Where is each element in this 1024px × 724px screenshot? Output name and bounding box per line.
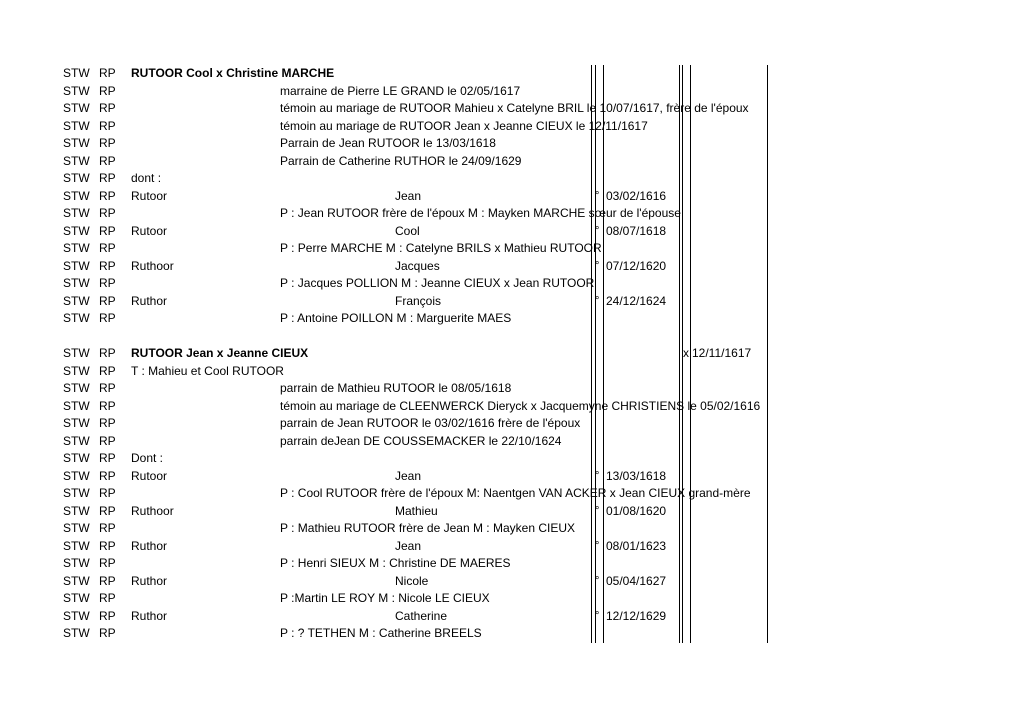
cell-detail: P : Jean RUTOOR frère de l'époux M : Mayken MARCHE sœur de l'épouse [280, 206, 681, 220]
cell-given-name: Jacques [395, 258, 440, 273]
cell-birth-date: 01/08/1620 [606, 503, 667, 518]
cell-birth-mark: ° [595, 294, 600, 307]
table-row [0, 118, 1024, 136]
cell-entry: Rutoor [131, 188, 168, 203]
cell-source: RP [99, 538, 116, 553]
cell-parish: STW [63, 503, 90, 518]
cell-detail: témoin au mariage de CLEENWERCK Dieryck x Jacquemyne CHRISTIENS le 05/02/1616 [280, 398, 761, 413]
cell-parish: STW [63, 241, 90, 255]
table-row [0, 625, 1024, 643]
cell-parish: STW [63, 136, 90, 150]
cell-source: RP [99, 311, 116, 325]
cell-parish: STW [63, 591, 90, 605]
cell-source: RP [99, 398, 116, 413]
table-row [0, 520, 1024, 538]
cell-entry: dont : [131, 171, 162, 185]
cell-detail: P : ? TETHEN M : Catherine BREELS [280, 626, 482, 640]
cell-parish: STW [63, 223, 90, 238]
table-row [0, 608, 1024, 626]
cell-birth-date: 08/07/1618 [606, 223, 667, 238]
table-row [0, 433, 1024, 451]
cell-parish: STW [63, 118, 90, 133]
cell-source: RP [99, 83, 116, 98]
cell-detail: parrain de Mathieu RUTOOR le 08/05/1618 [280, 381, 512, 395]
cell-source: RP [99, 171, 116, 185]
cell-given-name: Jean [395, 538, 422, 553]
cell-entry: Dont : [131, 451, 164, 465]
cell-source: RP [99, 346, 116, 360]
cell-detail: P : Henri SIEUX M : Christine DE MAERES [280, 556, 511, 570]
table-row [0, 100, 1024, 118]
cell-entry: Rutoor [131, 223, 168, 238]
cell-entry: Ruthor [131, 608, 168, 623]
table-row [0, 258, 1024, 276]
cell-detail: témoin au mariage de RUTOOR Mahieu x Catelyne BRIL le 10/07/1617, frère de l'époux [280, 101, 749, 115]
cell-detail: P :Martin LE ROY M : Nicole LE CIEUX [280, 591, 490, 605]
table-row [0, 380, 1024, 398]
cell-entry: T : Mahieu et Cool RUTOOR [131, 363, 284, 378]
table-row [0, 468, 1024, 486]
cell-parish: STW [63, 451, 90, 465]
cell-parish: STW [63, 608, 90, 623]
table-row [0, 65, 1024, 83]
cell-birth-mark: ° [595, 609, 600, 622]
cell-parish: STW [63, 398, 90, 413]
cell-source: RP [99, 521, 116, 535]
table-row [0, 573, 1024, 591]
cell-entry: RUTOOR Cool x Christine MARCHE [131, 66, 335, 80]
cell-detail: P : Perre MARCHE M : Catelyne BRILS x Mathieu RUTOOR [280, 241, 602, 255]
cell-parish: STW [63, 416, 90, 430]
cell-detail: Parrain de Jean RUTOOR le 13/03/1618 [280, 136, 496, 150]
cell-marriage-date: 12/11/1617 [692, 346, 752, 360]
cell-source: RP [99, 258, 116, 273]
table-row [0, 398, 1024, 416]
cell-entry: RUTOOR Jean x Jeanne CIEUX [131, 346, 309, 360]
table-row [0, 590, 1024, 608]
table-row [0, 415, 1024, 433]
cell-parish: STW [63, 258, 90, 273]
cell-given-name: François [395, 293, 442, 308]
cell-parish: STW [63, 468, 90, 483]
cell-detail: P : Antoine POILLON M : Marguerite MAES [280, 311, 512, 325]
cell-given-name: Jean [395, 188, 422, 203]
cell-source: RP [99, 626, 116, 640]
cell-parish: STW [63, 153, 90, 168]
table-row [0, 205, 1024, 223]
cell-source: RP [99, 451, 116, 465]
cell-detail: marraine de Pierre LE GRAND le 02/05/1617 [280, 83, 521, 98]
table-row [0, 450, 1024, 468]
cell-source: RP [99, 608, 116, 623]
cell-parish: STW [63, 311, 90, 325]
cell-source: RP [99, 363, 116, 378]
cell-source: RP [99, 416, 116, 430]
cell-birth-date: 07/12/1620 [606, 258, 667, 273]
cell-parish: STW [63, 101, 90, 115]
cell-entry: Ruthor [131, 538, 168, 553]
cell-given-name: Mathieu [395, 503, 438, 518]
cell-given-name: Jean [395, 468, 422, 483]
cell-source: RP [99, 468, 116, 483]
cell-parish: STW [63, 381, 90, 395]
cell-source: RP [99, 486, 116, 500]
cell-detail: parrain deJean DE COUSSEMACKER le 22/10/1624 [280, 433, 562, 448]
cell-given-name: Catherine [395, 608, 448, 623]
cell-parish: STW [63, 346, 90, 360]
cell-parish: STW [63, 538, 90, 553]
cell-birth-date: 05/04/1627 [606, 573, 667, 588]
table-row [0, 83, 1024, 101]
cell-source: RP [99, 573, 116, 588]
cell-birth-date: 24/12/1624 [606, 293, 667, 308]
cell-parish: STW [63, 188, 90, 203]
cell-parish: STW [63, 171, 90, 185]
cell-source: RP [99, 153, 116, 168]
table-row [0, 170, 1024, 188]
cell-birth-mark: ° [595, 259, 600, 272]
cell-detail: Parrain de Catherine RUTHOR le 24/09/1629 [280, 153, 522, 168]
table-row [0, 293, 1024, 311]
cell-parish: STW [63, 206, 90, 220]
cell-source: RP [99, 591, 116, 605]
cell-entry: Rutoor [131, 468, 168, 483]
cell-source: RP [99, 118, 116, 133]
cell-detail: parrain de Jean RUTOOR le 03/02/1616 frère de l'époux [280, 416, 581, 430]
table-row [0, 328, 1024, 346]
cell-source: RP [99, 293, 116, 308]
cell-source: RP [99, 276, 116, 290]
cell-entry: Ruthor [131, 573, 168, 588]
table-row [0, 345, 1024, 363]
table-row [0, 153, 1024, 171]
cell-birth-mark: ° [595, 539, 600, 552]
table-row [0, 485, 1024, 503]
cell-detail: P : Cool RUTOOR frère de l'époux M: Naentgen VAN ACKER x Jean CIEUX grand-mère [280, 486, 751, 500]
cell-detail: P : Jacques POLLION M : Jeanne CIEUX x Jean RUTOOR [280, 276, 595, 290]
cell-birth-date: 12/12/1629 [606, 608, 667, 623]
cell-source: RP [99, 206, 116, 220]
table-row [0, 310, 1024, 328]
cell-source: RP [99, 241, 116, 255]
cell-birth-date: 08/01/1623 [606, 538, 667, 553]
cell-source: RP [99, 556, 116, 570]
cell-source: RP [99, 101, 116, 115]
cell-birth-mark: ° [595, 224, 600, 237]
cell-parish: STW [63, 486, 90, 500]
table-row [0, 275, 1024, 293]
cell-source: RP [99, 381, 116, 395]
cell-parish: STW [63, 66, 90, 80]
table-row [0, 555, 1024, 573]
cell-parish: STW [63, 521, 90, 535]
cell-entry: Ruthoor [131, 503, 174, 518]
table-row [0, 223, 1024, 241]
table-row [0, 538, 1024, 556]
cell-birth-date: 03/02/1616 [606, 188, 667, 203]
cell-parish: STW [63, 83, 90, 98]
cell-source: RP [99, 136, 116, 150]
cell-parish: STW [63, 626, 90, 640]
cell-source: RP [99, 188, 116, 203]
table-row [0, 188, 1024, 206]
cell-birth-mark: ° [595, 469, 600, 482]
table-row [0, 135, 1024, 153]
table-row [0, 240, 1024, 258]
cell-source: RP [99, 223, 116, 238]
cell-parish: STW [63, 276, 90, 290]
cell-source: RP [99, 66, 116, 80]
cell-given-name: Nicole [395, 573, 429, 588]
table-row [0, 503, 1024, 521]
cell-parish: STW [63, 433, 90, 448]
cell-source: RP [99, 503, 116, 518]
cell-parish: STW [63, 363, 90, 378]
cell-detail: témoin au mariage de RUTOOR Jean x Jeanne CIEUX le 12/11/1617 [280, 118, 648, 133]
cell-birth-mark: ° [595, 574, 600, 587]
cell-parish: STW [63, 556, 90, 570]
cell-source: RP [99, 433, 116, 448]
cell-birth-mark: ° [595, 189, 600, 202]
cell-detail: P : Mathieu RUTOOR frère de Jean M : Mayken CIEUX [280, 521, 575, 535]
cell-birth-mark: ° [595, 504, 600, 517]
cell-birth-date: 13/03/1618 [606, 468, 667, 483]
cell-parish: STW [63, 573, 90, 588]
cell-parish: STW [63, 293, 90, 308]
cell-entry: Ruthoor [131, 258, 174, 273]
table-row [0, 363, 1024, 381]
cell-given-name: Cool [395, 223, 420, 238]
cell-entry: Ruthor [131, 293, 168, 308]
cell-marriage-mark: x [683, 346, 689, 360]
